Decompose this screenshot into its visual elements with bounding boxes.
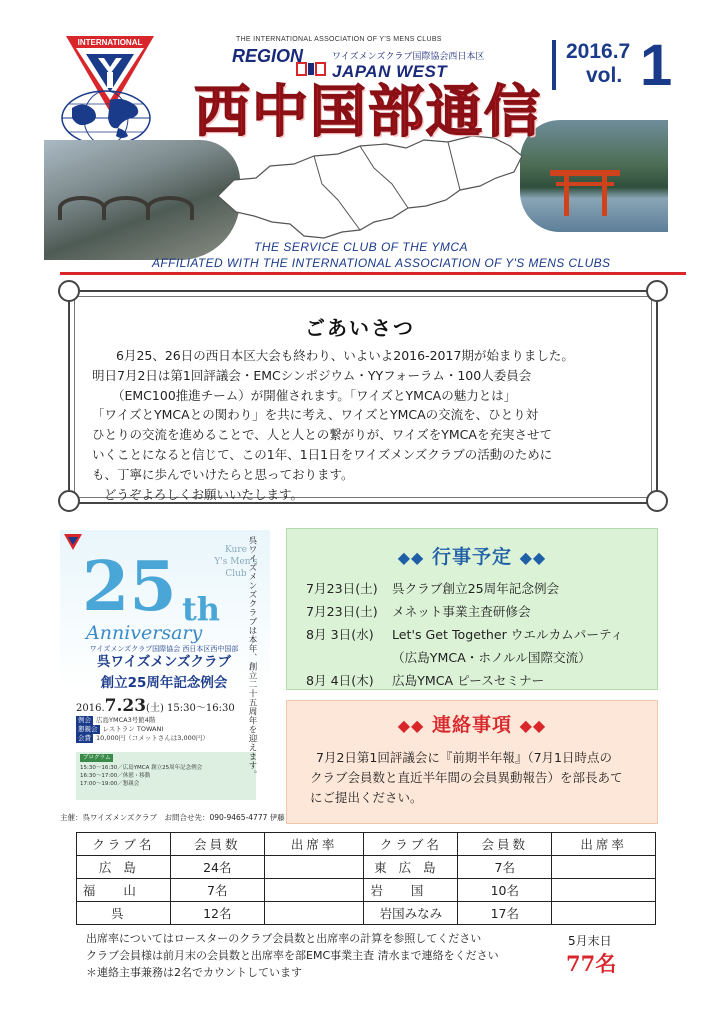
club-name: 岩国みなみ (364, 902, 458, 925)
tagline-affiliated: AFFILIATED WITH THE INTERNATIONAL ASSOCIATION OF Y'S MENS CLUBS (152, 256, 611, 270)
club-name: 広島 (77, 856, 171, 879)
member-count: 17名 (458, 902, 552, 925)
contact-line: にご提出ください。 (310, 790, 423, 805)
members-table (76, 832, 656, 925)
col-header: クラブ名 (77, 833, 171, 856)
attendance-rate (264, 856, 364, 879)
poster-info: 例会 広島YMCA3号館4階 懇親会 レストラン TOWANI 会費 10,000円（コメットさんは3,000円） (78, 716, 209, 742)
scroll-ornament-icon (58, 280, 80, 302)
contact-title: ◆◆ 連絡事項 ◆◆ (397, 714, 547, 736)
poster-program: プログラム 15:30～16:30／広島YMCA 創立25周年記念例会 16:30～17:00／休憩・移動 17:00～19:00／懇親会 (76, 752, 256, 800)
header-divider (60, 272, 686, 275)
poster-club-name: 呉ワイズメンズクラブ (96, 654, 232, 670)
poster-th: th (182, 590, 221, 628)
poster-date: 2016.7.23(土) 15:30～16:30 (76, 696, 235, 716)
event-item: 7月23日(土) メネット事業主査研修会 (306, 604, 531, 619)
poster-event-name: 創立25周年記念例会 (100, 675, 228, 691)
scroll-ornament-icon (646, 490, 668, 512)
poster-club-name-en: Kure Y's Men's Club (214, 545, 258, 579)
attendance-rate (264, 879, 364, 902)
attendance-rate (552, 902, 656, 925)
event-item: （広島YMCA・ホノルル国際交流） (392, 650, 591, 665)
ys-mens-logo-small (64, 534, 82, 550)
contact-body (310, 748, 650, 808)
diamond-icon: ◆◆ (397, 548, 425, 567)
scroll-ornament-icon (58, 490, 80, 512)
note-line: クラブ会員様は前月末の会員数と出席率を部EMC事業主査 清水まで連絡をください (86, 949, 499, 962)
table-row (77, 902, 656, 925)
greeting-line: どうぞよろしくお願いいたします。 (104, 486, 304, 502)
club-name: 東広島 (364, 856, 458, 879)
logo-text: INTERNATIONAL (77, 38, 143, 47)
event-item: 7月23日(土) 呉クラブ創立25周年記念例会 (306, 581, 560, 596)
poster-footer: 主催：呉ワイズメンズクラブ お問合せ先：090-9465-4777 伊藤 (60, 813, 285, 822)
poster-25: 25 (82, 547, 177, 627)
issue-number: 1 (640, 33, 673, 98)
torii-photo (520, 120, 668, 232)
col-header: 出席率 (264, 833, 364, 856)
contact-line: クラブ会員数と直近半年間の会員異動報告）を部長あて (310, 770, 623, 785)
summary-total: 77名 (566, 951, 617, 976)
table-header-row (77, 833, 656, 856)
summary-label: 5月末日 (568, 934, 612, 948)
issue-vol-label: vol. (586, 64, 623, 87)
member-count: 10名 (458, 879, 552, 902)
greeting-body (92, 346, 644, 504)
greeting-line: （EMC100推進チーム）が開催されます。「ワイズとYMCAの魅力とは」 (112, 387, 517, 403)
japan-west-label: JAPAN WEST (332, 62, 448, 81)
region-mark-icon (296, 62, 326, 76)
region-name-jp: ワイズメンズクラブ国際協会西日本区 (332, 52, 485, 62)
col-header: 出席率 (552, 833, 656, 856)
globe-graphic (58, 88, 154, 148)
attendance-rate (264, 902, 364, 925)
event-item: 8月 3日(水) Let's Get Together ウエルカムパーティ (306, 627, 624, 642)
events-title: ◆◆ 行事予定 ◆◆ (397, 546, 547, 568)
col-header: 会員数 (170, 833, 264, 856)
tagline-service-club: THE SERVICE CLUB OF THE YMCA (254, 240, 469, 254)
greeting-line: ひとりの交流を進めることで、人と人との繋がりが、ワイズをYMCAを充実させて (92, 427, 552, 443)
diamond-icon: ◆◆ (519, 716, 547, 735)
member-count: 24名 (170, 856, 264, 879)
poster-org: ワイズメンズクラブ国際協会 西日本区西中国部 (89, 645, 239, 653)
member-count: 12名 (170, 902, 264, 925)
issue-divider (552, 40, 556, 90)
scroll-ornament-icon (646, 280, 668, 302)
region-label: REGION (232, 46, 304, 66)
diamond-icon: ◆◆ (397, 716, 425, 735)
note-line: ＊連絡主事兼務は2名でカウントしています (86, 966, 302, 979)
col-header: クラブ名 (364, 833, 458, 856)
member-count: 7名 (458, 856, 552, 879)
table-row (77, 879, 656, 902)
attendance-rate (552, 879, 656, 902)
contact-line: 7月2日第1回評議会に『前期半年報』（7月1日時点の (316, 750, 613, 765)
col-header: 会員数 (458, 833, 552, 856)
note-line: 出席率についてはロースターのクラブ会員数と出席率の計算を参照してください (86, 932, 482, 945)
greeting-line: も、丁寧に歩んでいけたらと思っております。 (92, 466, 354, 482)
greeting-line: 明日7月2日は第1回評議会・EMCシンポジウム・YYフォーラム・100人委員会 (92, 367, 532, 383)
greeting-line: 6月25、26日の西日本区大会も終わり、いよいよ2016-2017期が始まりました。 (116, 348, 574, 363)
greeting-line: 「ワイズとYMCAとの関わり」を共に考え、ワイズとYMCAの交流を、ひとり対 (92, 407, 539, 423)
attendance-rate (552, 856, 656, 879)
poster-anniversary: Anniversary (86, 622, 203, 644)
club-name: 岩国 (364, 879, 458, 902)
org-name-en: THE INTERNATIONAL ASSOCIATION OF Y'S MENS CLUBS (236, 36, 442, 43)
member-count: 7名 (170, 879, 264, 902)
poster-vertical-text: 呉ワイズメンズクラブは本年、創立二十五周年を迎えます。 (247, 536, 257, 779)
newsletter-title: 西中国部通信 (194, 79, 542, 145)
issue-date: 2016.7 (566, 40, 631, 63)
table-row (77, 856, 656, 879)
event-item: 8月 4日(木) 広島YMCA ピースセミナー (306, 673, 545, 688)
greeting-line: いくことになると信じて、この1年、1日1日をワイズメンズクラブの活動のために (92, 446, 553, 462)
greeting-title: ごあいさつ (305, 316, 415, 340)
diamond-icon: ◆◆ (519, 548, 547, 567)
club-name: 呉 (77, 902, 171, 925)
club-name: 福山 (77, 879, 171, 902)
